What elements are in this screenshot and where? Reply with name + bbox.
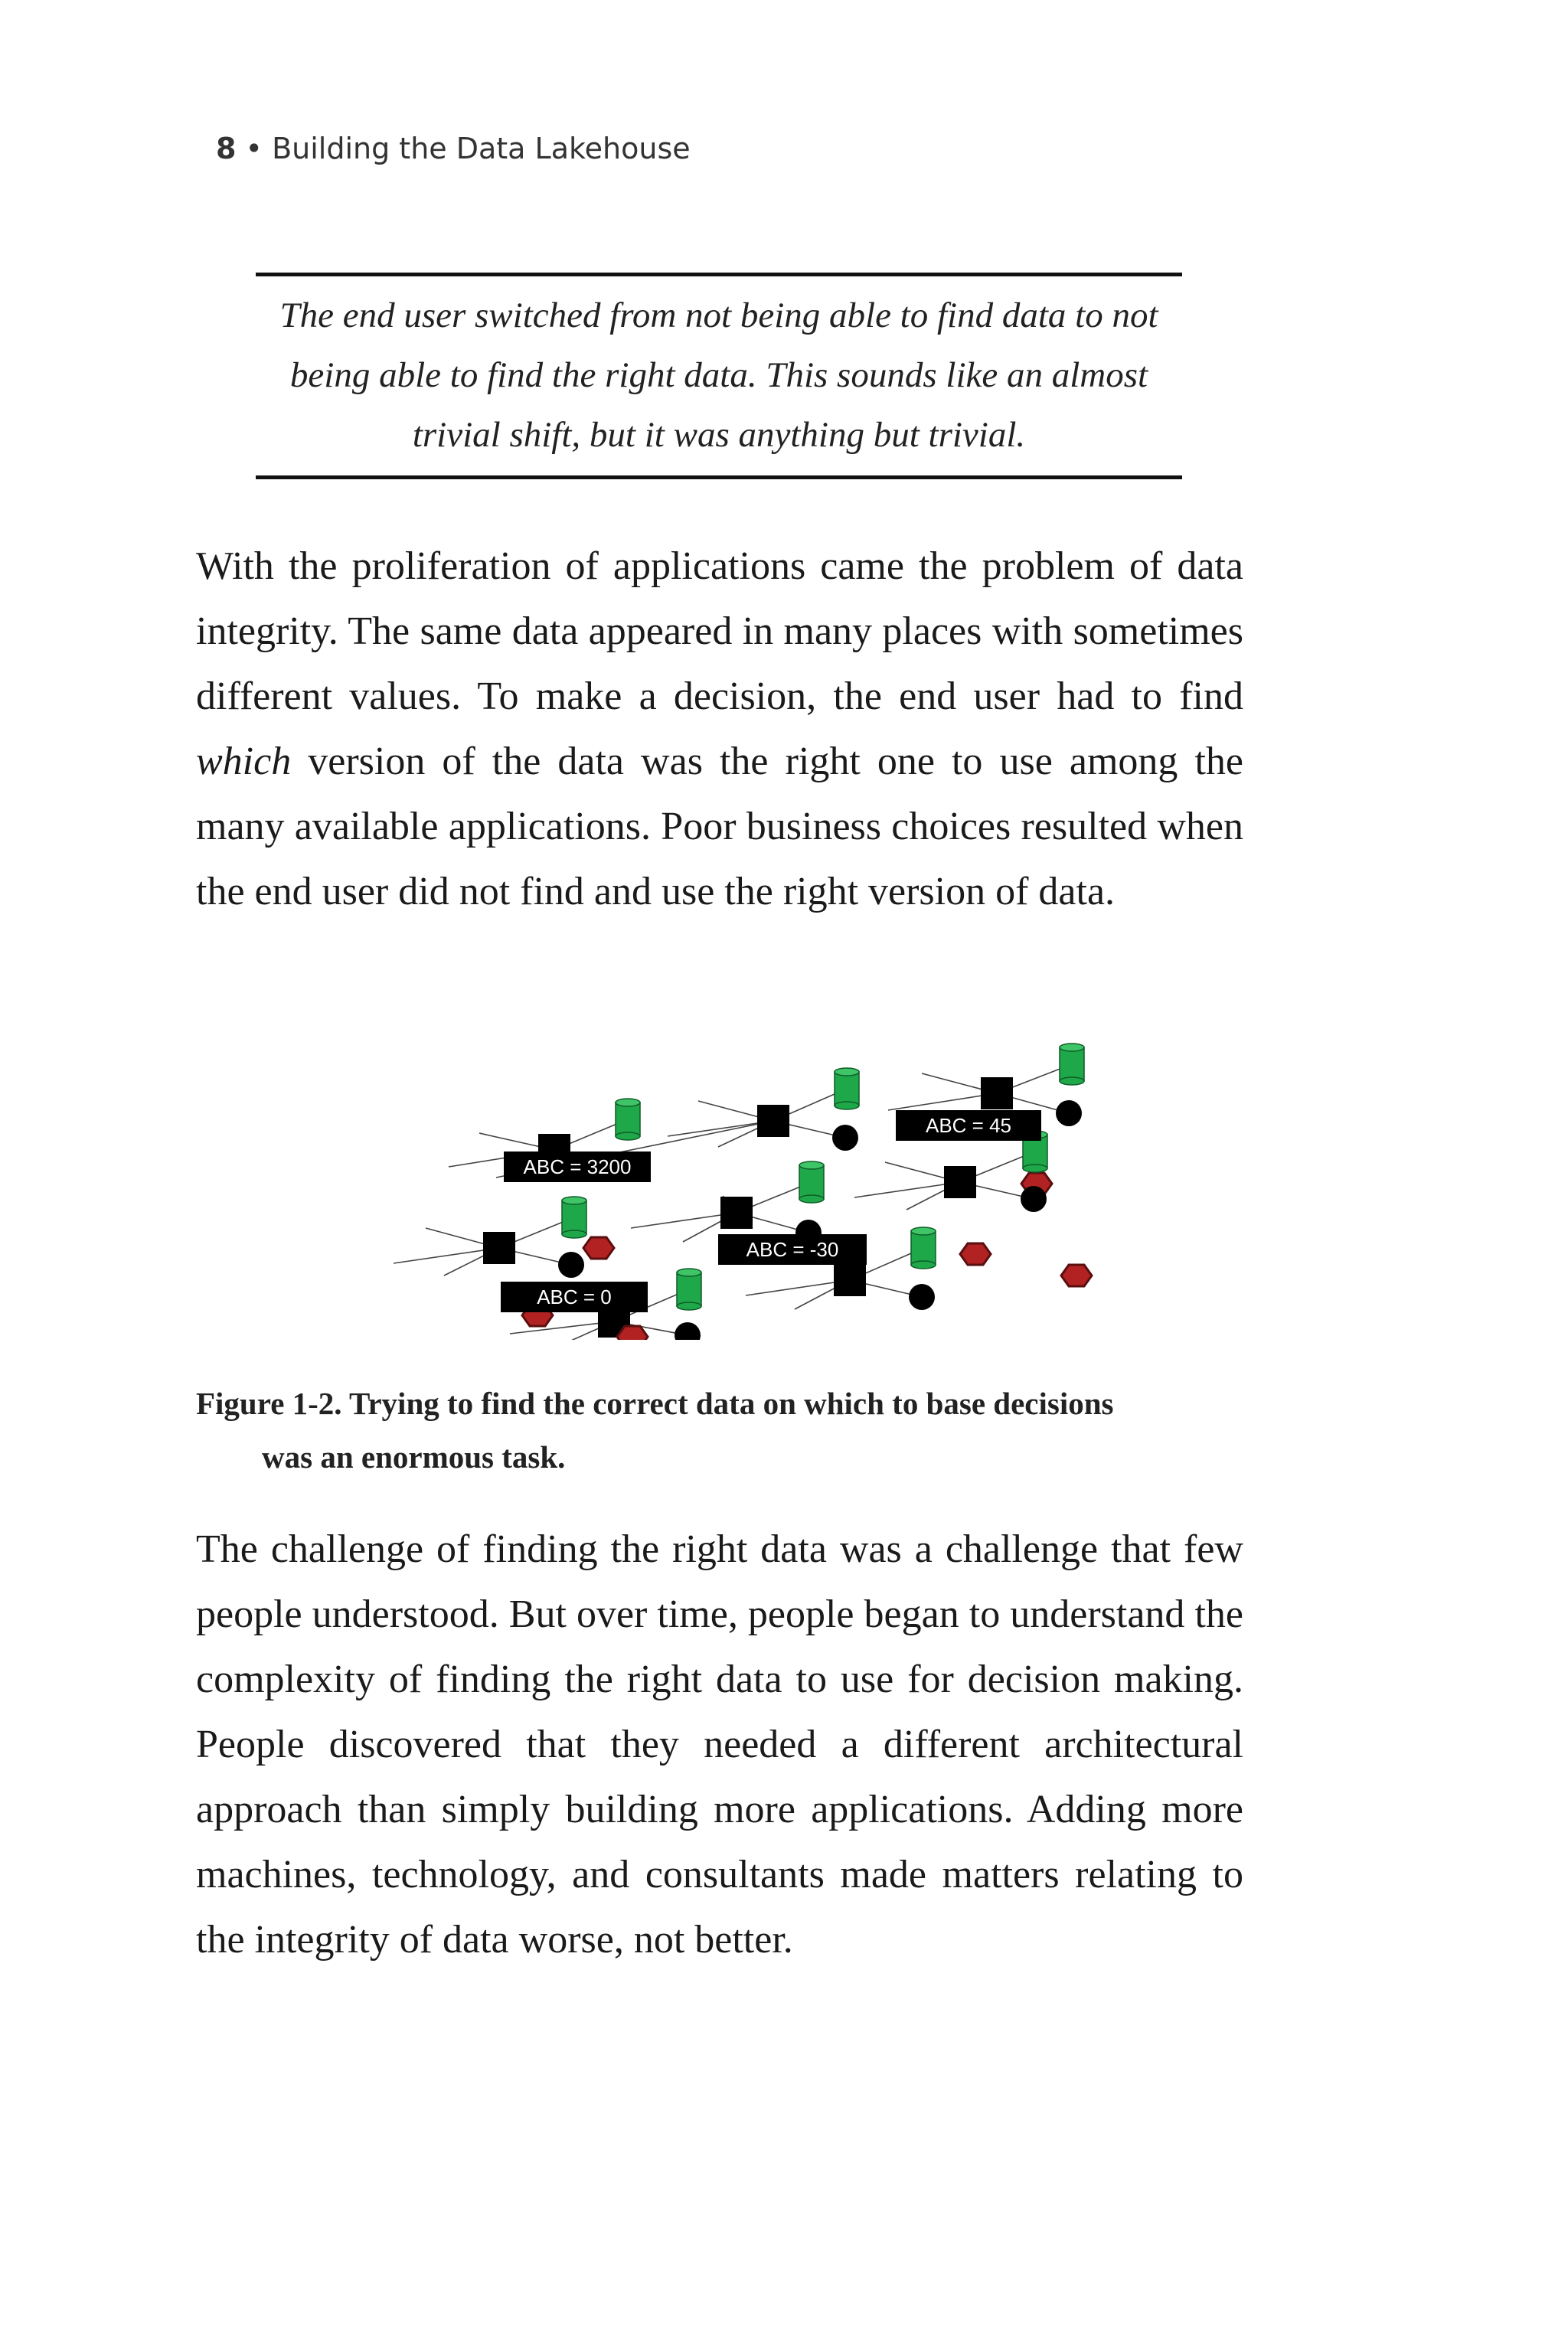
green-database-cylinder	[677, 1272, 701, 1306]
cylinder-bottom	[1023, 1165, 1047, 1172]
green-database-cylinder	[835, 1072, 859, 1106]
green-database-cylinder	[911, 1231, 936, 1265]
cylinder-top	[562, 1197, 586, 1204]
cylinder-top	[799, 1161, 824, 1169]
pull-quote-line: The end user switched from not being able to find data to not	[279, 296, 1158, 335]
red-hexagon-node	[960, 1243, 991, 1265]
red-hexagon-node	[583, 1237, 614, 1259]
caption-line: Figure 1-2. Trying to find the correct data on which to base decisions	[196, 1386, 1114, 1421]
black-square-node	[483, 1232, 515, 1264]
black-circle-node	[675, 1322, 701, 1340]
running-head	[216, 132, 691, 165]
paragraph-text: version of the data was the right one to use among the many available applications. Poor business choices resulted when the end user did not find and use the right version of data.	[196, 740, 1243, 913]
book-title: Building the Data Lakehouse	[272, 132, 691, 165]
paragraph-text: The challenge of finding the right data was a challenge that few people understood. But over time, people began to understand the complexity of finding the right data to use for decision making. People discovered that they needed a different architectural approach than simply building more applications. Adding more machines, technology, and consultants made matters relating to the integrity of data worse, not better.	[196, 1527, 1243, 1962]
value-label-text: ABC = 45	[925, 1114, 1012, 1137]
black-square-node	[834, 1264, 866, 1296]
cylinder-top	[835, 1068, 859, 1076]
paragraph-text: With the proliferation of applications came the problem of data integrity. The same data appeared in many places with sometimes different values. To make a decision, the end user had to find	[196, 544, 1243, 718]
black-square-node	[981, 1077, 1013, 1109]
body-paragraph	[196, 1517, 1243, 1972]
black-circle-node	[558, 1252, 584, 1278]
black-circle-node	[909, 1284, 935, 1310]
emphasis-text: which	[196, 740, 292, 783]
pull-quote-line: trivial shift, but it was anything but trivial.	[412, 415, 1026, 455]
black-square-node	[757, 1105, 789, 1137]
green-database-cylinder	[1060, 1047, 1084, 1081]
black-square-node	[720, 1197, 753, 1229]
cylinder-top	[1060, 1044, 1084, 1051]
cylinder-bottom	[1060, 1077, 1084, 1085]
cylinder-bottom	[911, 1261, 936, 1269]
pull-quote	[256, 273, 1182, 479]
black-circle-node	[832, 1125, 858, 1151]
body-paragraph	[196, 534, 1243, 924]
header-separator: •	[245, 132, 263, 165]
green-database-cylinder	[616, 1102, 640, 1136]
cylinder-bottom	[616, 1132, 640, 1140]
cylinder-bottom	[799, 1195, 824, 1203]
figure	[360, 1018, 1125, 1340]
scattered-data-diagram	[360, 1018, 1125, 1340]
black-circle-node	[1021, 1186, 1047, 1212]
connector-line	[888, 1093, 997, 1110]
pull-quote-line: being able to find the right data. This sounds like an almost	[289, 355, 1148, 395]
value-label-text: ABC = 3200	[523, 1155, 632, 1178]
cylinder-bottom	[677, 1302, 701, 1310]
black-circle-node	[1056, 1100, 1082, 1126]
black-square-node	[944, 1166, 976, 1198]
red-hexagon-node	[1061, 1265, 1092, 1286]
page-number: 8	[216, 132, 237, 165]
caption-line: was an enormous task.	[262, 1439, 566, 1475]
value-label-text: ABC = -30	[746, 1238, 839, 1261]
cylinder-top	[677, 1269, 701, 1276]
figure-caption	[196, 1377, 1268, 1484]
cylinder-bottom	[835, 1102, 859, 1109]
green-database-cylinder	[799, 1165, 824, 1199]
cylinder-top	[911, 1227, 936, 1235]
green-database-cylinder	[562, 1200, 586, 1234]
cylinder-top	[616, 1099, 640, 1106]
value-label-text: ABC = 0	[537, 1285, 612, 1308]
cylinder-bottom	[562, 1230, 586, 1238]
